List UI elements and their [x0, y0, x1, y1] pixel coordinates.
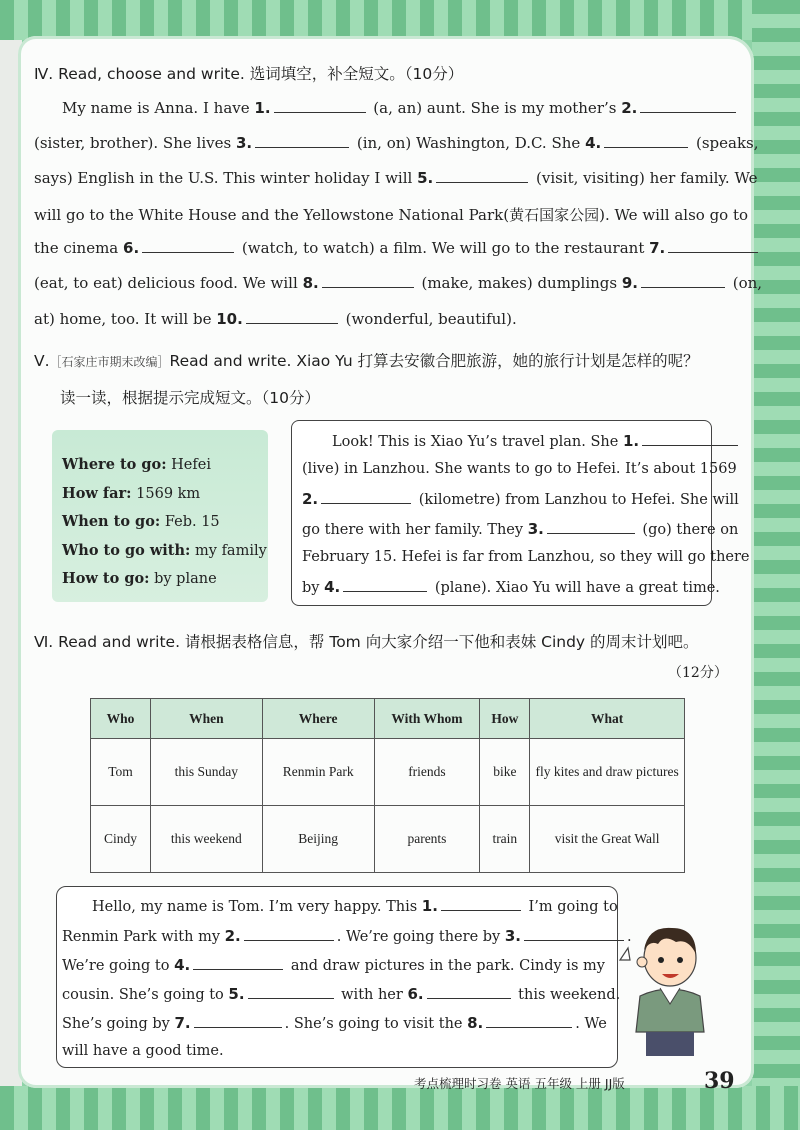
s4-blank-4[interactable]: [604, 134, 688, 148]
s6-blank-7[interactable]: [194, 1014, 282, 1028]
s5-line-2: (live) in Lanzhou. She wants to go to Hefei. It’s about 1569: [302, 461, 737, 477]
footer-book-info: 考点梳理时习卷 英语 五年级 上册 JJ版: [414, 1076, 625, 1091]
s4-line-6: (eat, to eat) delicious food. We will 8. (make, makes) dumplings 9. (on,: [34, 274, 763, 292]
s6-blank-1[interactable]: [441, 897, 521, 911]
table-header-row: [91, 699, 685, 739]
card-row-how: How to go: by plane: [62, 570, 217, 587]
s5-line-5: February 15. Hefei is far from Lanzhou, so they will go there: [302, 549, 750, 565]
col-what: What: [530, 699, 685, 739]
cell: Beijing: [262, 806, 374, 873]
col-how: How: [480, 699, 530, 739]
weekend-plan-table: [90, 698, 685, 873]
s4-blank-9[interactable]: [641, 274, 725, 288]
s4-line-3: says) English in the U.S. This winter holiday I will 5. (visit, visiting) her family. We: [34, 169, 758, 187]
s6-blank-2[interactable]: [244, 927, 334, 941]
s6-line-2: Renmin Park with my 2. . We’re going there by 3. .: [62, 927, 632, 945]
s5-blank-2[interactable]: [321, 490, 411, 504]
decorative-border-right: [752, 0, 800, 1130]
s4-line-4: will go to the White House and the Yellowstone National Park(黄石国家公园). We will also go to: [34, 206, 749, 224]
decorative-border-bottom: [0, 1086, 800, 1130]
col-who: Who: [91, 699, 151, 739]
s4-blank-1[interactable]: [274, 99, 366, 113]
cell: Renmin Park: [262, 739, 374, 806]
s6-line-3: We’re going to 4. and draw pictures in the park. Cindy is my: [62, 956, 605, 974]
s6-line-5: She’s going by 7. . She’s going to visit the 8. . We: [62, 1014, 607, 1032]
cell: bike: [480, 739, 530, 806]
card-row-when: When to go: Feb. 15: [62, 513, 220, 530]
s6-line-6: will have a good time.: [62, 1043, 224, 1059]
cell: friends: [374, 739, 480, 806]
table-row: [91, 739, 685, 806]
card-row-who: Who to go with: my family: [62, 541, 267, 559]
travel-plan-card: [52, 430, 268, 602]
section-4-title: Ⅳ. Read, choose and write. 选词填空，补全短文。（10分）: [34, 65, 464, 83]
cell: Cindy: [91, 806, 151, 873]
s4-line-1: My name is Anna. I have 1. (a, an) aunt. She is my mother’s 2.: [62, 99, 739, 117]
s4-line-7: at) home, too. It will be 10. (wonderful, beautiful).: [34, 310, 517, 328]
s5-line-1: Look! This is Xiao Yu’s travel plan. She 1.: [332, 432, 741, 450]
col-with-whom: With Whom: [374, 699, 480, 739]
cell: train: [480, 806, 530, 873]
cell: visit the Great Wall: [530, 806, 685, 873]
s4-line-2: (sister, brother). She lives 3. (in, on) Washington, D.C. She 4. (speaks,: [34, 134, 759, 152]
cell: this Sunday: [150, 739, 262, 806]
s4-blank-6[interactable]: [142, 239, 234, 253]
cell: parents: [374, 806, 480, 873]
s4-line-5: the cinema 6. (watch, to watch) a film. We will go to the restaurant 7.: [34, 239, 761, 257]
s5-blank-1[interactable]: [642, 432, 738, 446]
card-row-where: Where to go: Hefei: [62, 456, 211, 473]
s4-blank-5[interactable]: [436, 169, 528, 183]
s6-line-4: cousin. She’s going to 5. with her 6. this weekend.: [62, 985, 621, 1003]
col-where: Where: [262, 699, 374, 739]
s6-line-1: Hello, my name is Tom. I’m very happy. This 1. I’m going to: [92, 897, 618, 915]
s6-blank-8[interactable]: [486, 1014, 572, 1028]
s6-blank-3[interactable]: [524, 927, 624, 941]
card-row-how-far: How far: 1569 km: [62, 484, 201, 502]
section-6-title: Ⅵ. Read and write. 请根据表格信息，帮 Tom 向大家介绍一下他和表妹 Cindy 的周末计划吧。: [34, 633, 699, 651]
cell: this weekend: [150, 806, 262, 873]
col-when: When: [150, 699, 262, 739]
s4-blank-2[interactable]: [640, 99, 736, 113]
s4-blank-3[interactable]: [255, 134, 349, 148]
section-5-subtitle: 读一读，根据提示完成短文。（10分）: [60, 389, 320, 407]
s5-blank-3[interactable]: [547, 520, 635, 534]
s5-line-6: by 4. (plane). Xiao Yu will have a great time.: [302, 578, 720, 596]
section-5-title: Ⅴ.［石家庄市期末改编］Read and write. Xiao Yu 打算去安徽合肥旅游，她的旅行计划是怎样的呢？: [34, 352, 699, 370]
s6-blank-4[interactable]: [193, 956, 283, 970]
cell: Tom: [91, 739, 151, 806]
s6-blank-6[interactable]: [427, 985, 511, 999]
s5-blank-4[interactable]: [343, 578, 427, 592]
s5-line-4: go there with her family. They 3. (go) there on: [302, 520, 739, 538]
page-number: 39: [704, 1068, 735, 1094]
table-row: [91, 806, 685, 873]
section-6-score: （12分）: [668, 665, 728, 681]
s4-blank-8[interactable]: [322, 274, 414, 288]
s4-blank-7[interactable]: [668, 239, 758, 253]
s6-blank-5[interactable]: [248, 985, 334, 999]
decorative-border-top: [0, 0, 800, 40]
s4-blank-10[interactable]: [246, 310, 338, 324]
s5-line-3: 2. (kilometre) from Lanzhou to Hefei. She will: [302, 490, 739, 508]
boy-illustration: [618, 920, 708, 1060]
cell: fly kites and draw pictures: [530, 739, 685, 806]
